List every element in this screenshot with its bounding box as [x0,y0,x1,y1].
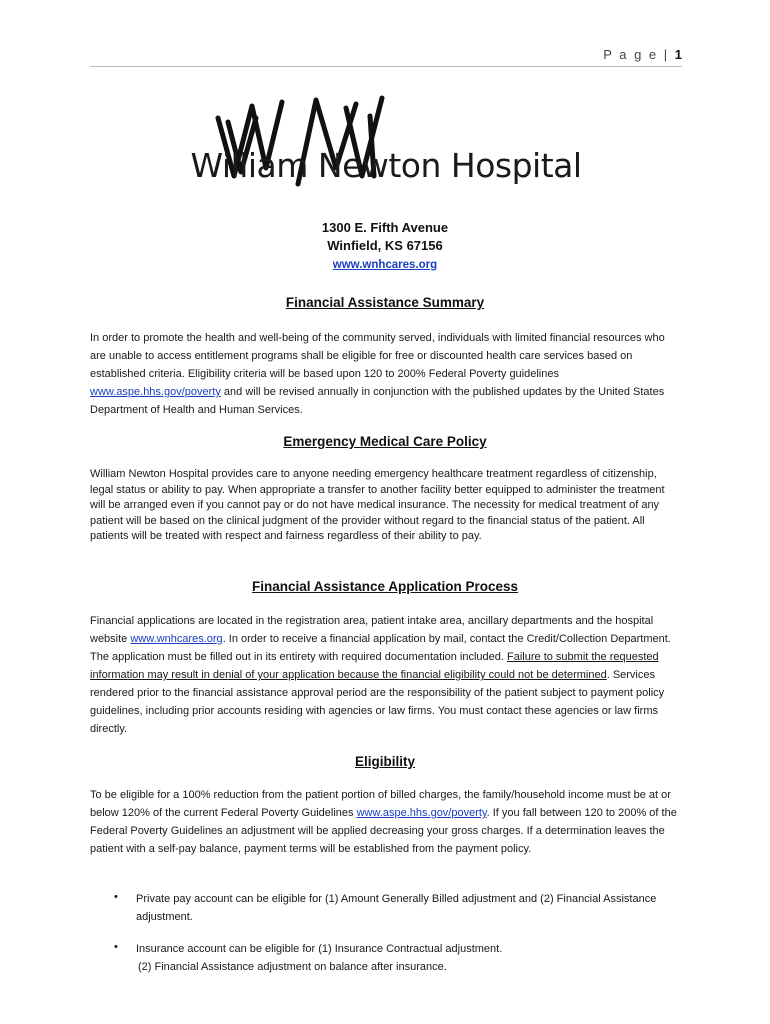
hospital-website-link[interactable]: www.wnhcares.org [130,633,223,645]
eligibility-text-cont: . If you fall between 120 to 200% of the Federal Poverty Guidelines an adjustment will be applied decreasing your gross charges. If a determination leaves the patient with a self-pay balance, payment terms will be established from the payment policy. [90,807,677,855]
eligibility-text: To be eligible for a 100% reduction from the patient portion of billed charges, the family/household income must be at or below 120% of the current Federal Poverty Guidelines [90,789,671,819]
eligibility-poverty-link[interactable]: www.aspe.hhs.gov/poverty [356,807,487,819]
eligibility-heading: Eligibility [354,754,415,769]
summary-heading: Financial Assistance Summary [285,295,485,310]
city-state-zip: Winfield, KS 67156 [327,238,443,253]
poverty-guidelines-link[interactable]: www.aspe.hhs.gov/poverty [90,386,221,398]
bullet-insurance-line1: Insurance account can be eligible for (1) Insurance Contractual adjustment. [136,943,503,955]
bullet-marker: • [114,941,118,953]
hospital-name: William Newton Hospital [190,146,582,185]
bullet-insurance-line2: (2) Financial Assistance adjustment on balance after insurance. [138,961,447,973]
page-number-value: 1 [674,47,682,62]
emergency-heading: Emergency Medical Care Policy [283,434,487,449]
header-divider [90,66,682,67]
application-text: Financial applications are located in the registration area, patient intake area, ancillary departments and the hospital website [90,615,654,645]
address-block [0,219,770,274]
denial-warning: Failure to submit the requested information may result in denial of your application because the financial eligibility could not be determined [90,651,659,681]
page-number [603,47,682,62]
bullet-marker: • [114,891,118,903]
application-text-cont: . In order to receive a financial application by mail, contact the Credit/Collection Department. The application must be filled out in its entirety with required documentation included. [90,633,671,663]
bullet-private-pay: Private pay account can be eligible for (1) Amount Generally Billed adjustment and (2) Financial Assistance adjustment. [136,893,657,923]
website-link[interactable]: www.wnhcares.org [332,259,438,271]
page-label: P a g e | [603,47,670,62]
application-text-end: . Services rendered prior to the financial assistance approval period are the responsibility of the patient subject to payment policy guidelines, including prior accounts residing with agencies or law firms. You must contact these agencies or law firms directly. [90,669,665,735]
emergency-paragraph: William Newton Hospital provides care to anyone needing emergency healthcare treatment regardless of citizenship, legal status or ability to pay. When appropriate a transfer to another facility better equipped to administer the treatment will be arranged even if you cannot pay or do not have medical insurance. The necessity for medical treatment of any patient will be based on the clinical judgment of the provider without regard to the financial status of the patient. All patients will be treated with respect and fairness regardless of their ability to pay. [90,468,665,542]
hospital-logo [186,88,586,198]
eligibility-paragraph [90,786,680,858]
application-paragraph [90,612,680,738]
bullet-insurance [136,940,684,976]
application-heading: Financial Assistance Application Process [251,579,519,594]
summary-text-cont: and will be revised annually in conjunction with the published updates by the United States Department of Health and Human Services. [90,386,665,416]
street-address: 1300 E. Fifth Avenue [321,220,449,235]
summary-paragraph [90,329,680,419]
summary-text: In order to promote the health and well-being of the community served, individuals with limited financial resources who are unable to access entitlement programs shall be eligible for free or discounted health care services based on established criteria. Eligibility criteria will be based upon 120 to 200% Federal Poverty guidelines [90,332,665,380]
